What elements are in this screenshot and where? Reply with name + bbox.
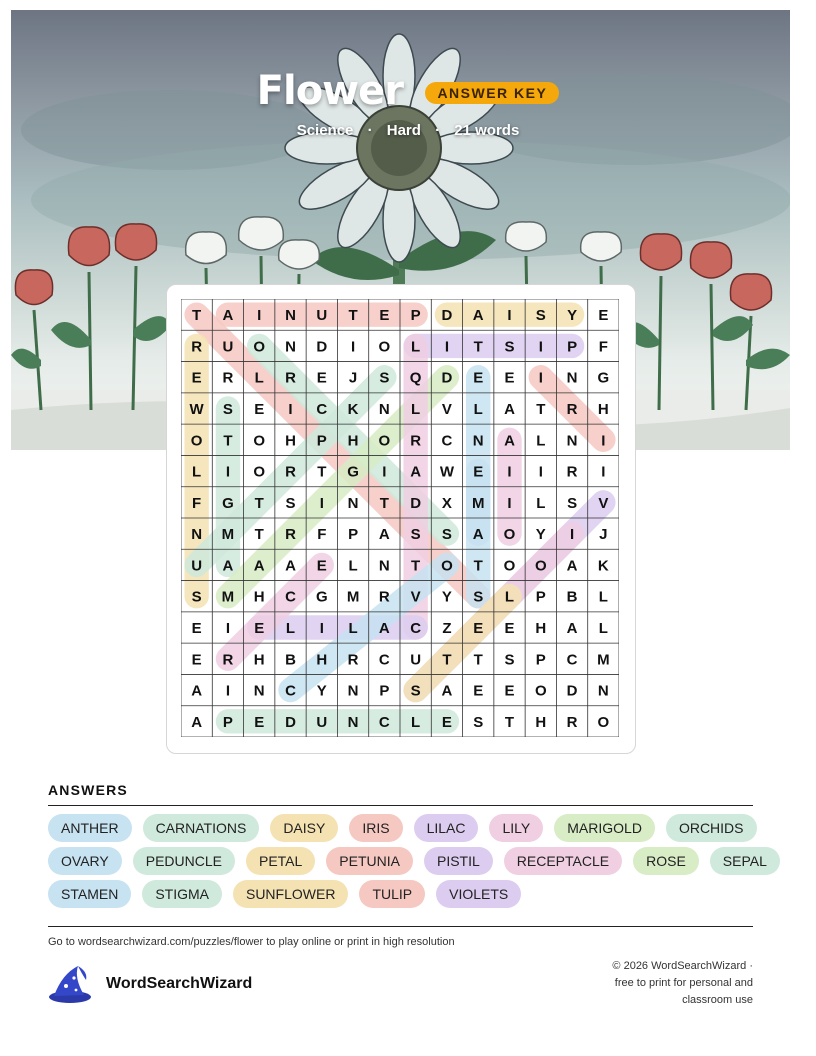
answer-chip: OVARY [48,847,122,875]
grid-letter: N [378,557,390,575]
puzzle-meta [0,122,816,139]
grid-letter: Y [441,588,452,606]
grid-letter: V [598,494,609,512]
answer-key-badge: ANSWER KEY [425,82,559,104]
grid-letter: D [316,338,328,356]
grid-letter: E [598,307,609,325]
grid-letter: E [316,557,327,575]
grid-letter: H [316,651,328,669]
grid-letter: C [441,432,453,450]
grid-letter: A [191,682,203,700]
grid-letter: T [317,463,327,481]
grid-letter: H [347,432,359,450]
brand [48,964,252,1004]
grid-letter: H [285,432,296,450]
grid-letter: K [597,557,609,575]
grid-letter: T [411,557,421,575]
answer-chip: CARNATIONS [143,814,260,842]
grid-letter: T [254,494,264,512]
grid-letter: C [378,713,390,731]
grid-letter: R [566,463,578,481]
grid-letter: A [378,526,390,544]
grid-letter: A [441,682,453,700]
grid-letter: G [597,369,610,387]
grid-letter: N [472,432,484,450]
grid-letter: M [221,526,235,544]
grid-letter: L [473,401,483,418]
grid-letter: D [566,682,578,700]
grid-letter: O [534,557,547,575]
grid-letter: I [288,401,293,418]
grid-letter: R [566,401,578,418]
grid-letter: M [221,588,235,606]
answer-chip: SEPAL [710,847,780,875]
grid-letter: P [567,338,578,356]
footer-divider [48,926,753,927]
grid-letter: S [535,307,546,325]
grid-letter: G [222,494,234,512]
grid-letter: R [347,651,359,669]
grid-letter: M [471,494,485,512]
grid-letter: R [285,526,296,544]
grid-letter: E [254,620,265,637]
grid-letter: E [504,682,515,700]
grid-letter: S [473,588,484,606]
grid-letter: N [566,369,578,387]
grid-letter: P [348,526,359,544]
grid-letter: G [315,588,328,606]
grid-letter: I [225,682,231,700]
grid-letter: A [222,307,234,325]
answer-chip: STAMEN [48,880,131,908]
grid-letter: I [538,463,543,481]
grid-letter: A [566,620,578,637]
grid-letter: A [222,557,234,575]
grid-letter: A [378,620,390,637]
grid-letter: T [473,651,483,669]
grid-letter: P [379,682,390,700]
grid-letter: I [569,526,575,544]
grid-letter: S [473,713,484,731]
grid-letter: H [597,401,609,418]
grid-letter: N [253,682,265,700]
grid-letter: C [285,682,296,700]
grid-letter: E [191,369,202,387]
grid-letter: I [225,463,231,481]
grid-letter: L [348,620,358,637]
grid-letter: E [254,401,265,418]
grid-letter: E [473,620,484,637]
grid-letter: E [473,369,484,387]
copyright-line: © 2026 WordSearchWizard · [612,960,753,972]
grid-letter: R [285,369,296,387]
grid-letter: E [473,682,484,700]
grid-letter: E [504,620,515,637]
grid-letter: S [191,588,202,606]
grid-letter: L [504,588,515,606]
grid-letter: E [254,713,265,731]
word-count-label: 21 words [454,122,520,139]
answer-chip: RECEPTACLE [504,847,622,875]
answer-chip: IRIS [349,814,402,842]
grid-letter: I [225,620,231,637]
grid-letter: O [190,432,203,450]
answer-chip: TULIP [359,880,425,908]
grid-letter: N [347,713,359,731]
grid-letter: N [378,401,390,418]
grid-letter: T [379,494,389,512]
footer-link-text[interactable]: Go to wordsearchwizard.com/puzzles/flower to play online or print in high resolution [48,936,455,948]
grid-letter: V [410,588,421,606]
grid-letter: Y [535,526,546,544]
grid-letter: P [410,307,421,325]
grid-letter: U [222,338,234,356]
brand-name: WordSearchWizard [106,975,253,992]
grid-letter: N [566,432,578,450]
grid-letter: N [191,526,203,544]
grid-letter: O [441,557,453,575]
grid-letter: N [285,307,296,325]
grid-letter: S [504,651,515,669]
grid-letter: T [223,432,233,450]
grid-letter: P [222,713,233,731]
grid-letter: D [285,713,296,731]
grid-letter: U [410,651,422,669]
grid-letter: U [316,307,328,325]
grid-letter: H [253,588,265,606]
answer-chip: LILAC [414,814,479,842]
grid-letter: Y [567,307,578,325]
grid-letter: T [192,307,202,325]
grid-letter: H [535,713,547,731]
grid-letter: S [410,682,421,700]
grid-letter: I [350,338,356,356]
grid-letter: J [599,526,608,544]
grid-letter: I [507,463,512,481]
grid-letter: P [316,432,327,450]
grid-letter: M [597,651,610,669]
meta-separator: · [367,122,373,139]
title-row [0,68,816,114]
grid-letter: P [535,588,546,606]
grid-letter: I [257,307,262,325]
grid-letter: A [472,307,484,325]
grid-letter: K [347,401,359,418]
answer-chip: DAISY [270,814,338,842]
grid-letter: E [316,369,327,387]
grid-letter: I [601,463,606,481]
grid-letter: C [410,620,422,637]
grid-letter: E [441,713,452,731]
grid-letter: E [504,369,515,387]
answer-chip: LILY [489,814,543,842]
grid-letter: N [347,682,359,700]
grid-letter: L [285,620,296,637]
grid-letter: N [347,494,359,512]
grid-letter: S [379,369,390,387]
grid-letter: F [192,494,202,512]
grid-letter: U [316,713,328,731]
grid-letter: L [411,713,421,731]
grid-letter: A [410,463,422,481]
grid-letter: S [567,494,578,512]
grid-letter: P [535,651,546,669]
grid-letter: O [503,557,516,575]
grid-letter: D [410,494,422,512]
grid-letter: D [441,369,453,387]
grid-letter: I [601,432,606,450]
grid-letter: C [285,588,296,606]
copyright-line: classroom use [682,994,753,1006]
grid-letter: A [191,713,203,731]
grid-letter: C [566,651,578,669]
grid-letter: O [503,526,516,544]
grid-letter: I [319,620,324,637]
grid-letter: A [472,526,484,544]
grid-letter: V [441,401,452,418]
grid-letter: S [504,338,515,356]
copyright-line: free to print for personal and [614,977,753,989]
copyright-notice [553,958,753,1009]
grid-letter: R [566,713,578,731]
grid-letter: T [536,401,546,418]
wizard-hat-icon [48,964,92,1004]
grid-letter: I [507,494,512,512]
grid-letter: A [566,557,578,575]
grid-letter: I [319,494,324,512]
grid-letter: O [597,713,610,731]
grid-letter: S [441,526,452,544]
grid-letter: T [254,526,264,544]
puzzle-title: Flower [256,68,403,114]
grid-letter: A [285,557,296,575]
grid-letter: F [317,526,327,544]
grid-letter: G [347,463,359,481]
grid-letter: L [598,588,608,606]
answers-row [48,847,768,875]
answers-row [48,814,768,842]
grid-letter: L [411,338,421,356]
subject-label: Science [296,122,354,139]
grid-letter: N [285,338,296,356]
grid-letter: J [348,369,358,387]
grid-letter: H [253,651,265,669]
grid-letter: I [538,338,543,356]
grid-letter: M [346,588,360,606]
grid-letter: L [192,463,202,481]
grid-letter: N [597,682,609,700]
meta-separator: · [435,122,441,139]
grid-letter: O [378,338,391,356]
grid-letter: T [504,713,515,731]
grid-letter: L [254,369,264,387]
answer-chip: PETAL [246,847,315,875]
grid-letter: T [348,307,358,325]
grid-letter: H [535,620,547,637]
letter-grid [181,299,619,737]
grid-letter: D [441,307,453,325]
grid-letter: I [382,463,387,481]
answer-chip: ROSE [633,847,699,875]
grid-letter: I [507,307,512,325]
grid-letter: I [538,369,543,387]
grid-letter: O [253,463,266,481]
answer-chip: PEDUNCLE [133,847,235,875]
grid-letter: L [598,620,608,637]
grid-letter: R [191,338,203,356]
answer-chip: VIOLETS [436,880,521,908]
grid-letter: T [473,338,483,356]
grid-letter: O [253,432,266,450]
grid-letter: R [410,432,422,450]
grid-letter: C [378,651,390,669]
grid-letter: E [191,651,202,669]
grid-letter: Q [409,369,422,387]
grid-letter: T [442,651,452,669]
grid-letter: E [473,463,484,481]
grid-letter: A [253,557,265,575]
grid-letter: X [441,494,452,512]
answer-chip: ORCHIDS [666,814,757,842]
answers-row [48,880,768,908]
answer-chip: PISTIL [424,847,493,875]
grid-letter: O [253,338,266,356]
grid-letter: B [285,651,296,669]
grid-letter: E [379,307,390,325]
grid-letter: L [348,557,358,575]
grid-letter: O [534,682,547,700]
grid-letter: W [189,401,204,418]
grid-letter: B [566,588,578,606]
grid-letter: O [378,432,391,450]
grid-letter: A [504,401,515,418]
grid-letter: F [598,338,608,356]
grid-letter: A [504,432,515,450]
grid-letter: T [473,557,483,575]
grid-letter: S [285,494,296,512]
grid-letter: U [191,557,203,575]
grid-letter: L [536,432,546,450]
grid-letter: L [411,401,421,418]
grid-letter: R [222,651,234,669]
answers-divider [48,805,753,806]
grid-letter: L [536,494,546,512]
answer-chip: MARIGOLD [554,814,655,842]
grid-letter: I [444,338,450,356]
answers-list [48,814,768,913]
answer-chip: SUNFLOWER [233,880,348,908]
difficulty-label: Hard [386,122,421,139]
grid-letter: Z [442,620,452,637]
grid-letter: S [222,401,233,418]
grid-letter: Y [316,682,327,700]
grid-letter: R [222,369,234,387]
answer-chip: ANTHER [48,814,132,842]
grid-letter: R [285,463,296,481]
grid-letter: S [410,526,421,544]
answers-heading: ANSWERS [48,782,128,798]
answer-chip: STIGMA [142,880,222,908]
grid-letter: R [378,588,390,606]
grid-letter: W [439,463,455,481]
answer-chip: PETUNIA [326,847,413,875]
grid-letter: C [316,401,328,418]
grid-letter: E [191,620,202,637]
